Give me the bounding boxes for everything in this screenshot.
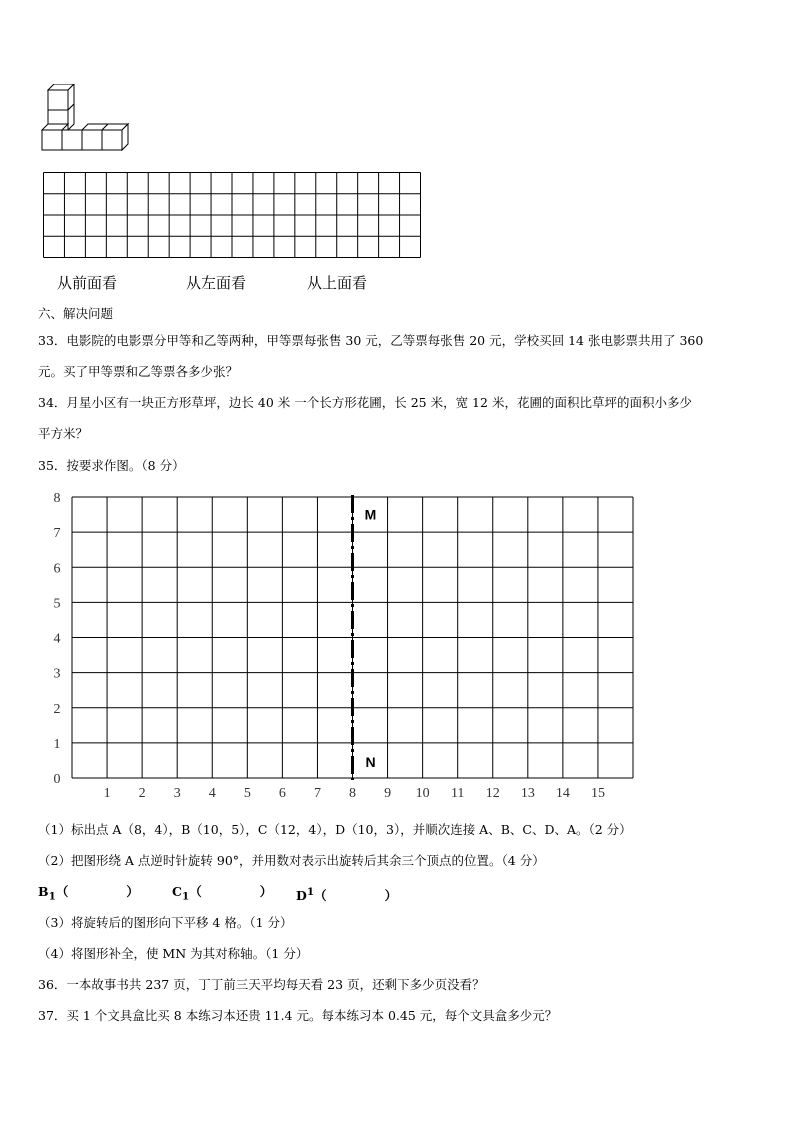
q35-title: 35．按要求作图。（8 分） (38, 458, 185, 473)
q34-line1: 34．月星小区有一块正方形草坪，边长 40 米 一个长方形花圃，长 25 米，宽 12 米，花圃的面积比草坪的面积小多少 (38, 395, 692, 410)
y-tick-label: 7 (53, 526, 61, 542)
x-tick-label: 13 (520, 786, 535, 801)
q37: 37．买 1 个文具盒比买 8 本练习本还贵 11.4 元。每本练习本 0.45 元，每个文具盒多少元？ (38, 1008, 558, 1023)
x-tick-label: 14 (555, 786, 570, 801)
x-tick-label: 1 (103, 786, 111, 801)
q33-line1: 33．电影院的电影票分甲等和乙等两种，甲等票每张售 30 元，乙等票每张售 20 元，学校买回 14 张电影票共用了 360 (38, 333, 704, 348)
top-view-label: 从上面看 (307, 274, 368, 292)
q36: 36．一本故事书共 237 页，丁丁前三天平均每天看 23 页，还剩下多少页没看？ (38, 977, 485, 992)
y-tick-label: 6 (53, 561, 61, 577)
x-tick-label: 15 (590, 786, 605, 801)
y-tick-label: 0 (53, 772, 61, 787)
x-tick-label: 5 (243, 786, 251, 801)
q35-sub2: （2）把图形绕 A 点逆时针旋转 90°，并用数对表示出旋转后其余三个顶点的位置。（4 分） (38, 853, 545, 868)
x-tick-label: 10 (415, 786, 430, 801)
y-tick-label: 3 (53, 666, 61, 682)
x-tick-label: 7 (313, 786, 321, 801)
x-tick-label: 9 (384, 786, 392, 801)
y-tick-label: 1 (53, 736, 61, 752)
x-tick-label: 12 (485, 786, 500, 801)
x-tick-label: 3 (173, 786, 181, 801)
q35-sub1: （1）标出点 A（8，4），B（10，5），C（12，4），D（10，3），并顺次连接 A、B、C、D、A。（2 分） (38, 822, 632, 837)
m-label: M (364, 506, 377, 523)
section-title: 六、解决问题 (38, 306, 114, 321)
left-view-label: 从左面看 (186, 274, 247, 292)
y-tick-label: 8 (53, 491, 61, 506)
q34-line2: 平方米？ (38, 426, 89, 441)
x-tick-label: 8 (349, 786, 356, 801)
b1-answer[interactable]: $B_1$（ ） (38, 884, 139, 903)
c1-answer[interactable]: $C_1$（ ） (172, 884, 273, 903)
q35-sub4: （4）将图形补全，使 MN 为其对称轴。（1 分） (38, 946, 309, 961)
q35-sub3: （3）将旋转后的图形向下平移 4 格。（1 分） (38, 915, 293, 930)
x-tick-label: 2 (138, 786, 146, 801)
x-tick-label: 4 (208, 786, 216, 801)
q33-line2: 元。买了甲等票和乙等票各多少张？ (38, 364, 239, 379)
x-tick-label: 11 (450, 786, 465, 801)
x-tick-label: 6 (278, 786, 286, 801)
n-label: N (365, 754, 376, 771)
y-tick-label: 4 (53, 631, 61, 647)
front-view-label: 从前面看 (57, 274, 118, 292)
y-tick-label: 2 (53, 701, 61, 717)
y-tick-label: 5 (53, 596, 61, 612)
d1-answer[interactable]: $D^1$（ ） (296, 886, 398, 904)
